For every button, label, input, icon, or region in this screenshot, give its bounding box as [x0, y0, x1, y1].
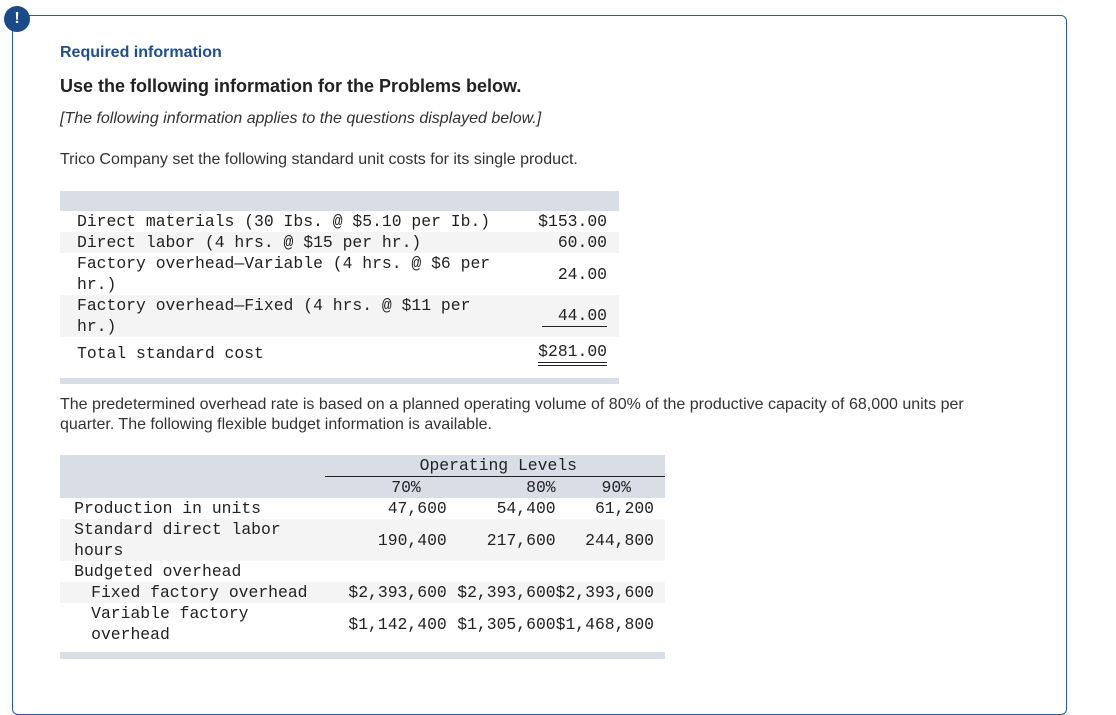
table-row — [60, 211, 619, 232]
level-header: 80% — [526, 478, 556, 497]
cell: $1,142,400 — [348, 614, 447, 634]
note: [The following information applies to the questions displayed below.] — [60, 110, 542, 127]
cell: $1,468,800 — [555, 614, 654, 634]
row-label: Direct materials (30 Ibs. @ $5.10 per Ib.) — [77, 212, 491, 231]
table-row — [60, 603, 665, 645]
row-label: Budgeted overhead — [74, 562, 242, 581]
row-label: Direct labor (4 hrs. @ $15 per hr.) — [77, 233, 422, 252]
required-info-title: Required information — [60, 44, 222, 61]
alert-icon: ! — [4, 6, 30, 32]
row-amount: $153.00 — [538, 212, 607, 231]
row-label: Total standard cost — [77, 343, 264, 363]
cell: 54,400 — [496, 499, 556, 518]
row-label: Variable factory overhead — [91, 604, 249, 644]
cell: $2,393,600 — [555, 583, 654, 602]
table-row — [60, 232, 619, 253]
cell: $1,305,600 — [457, 614, 556, 634]
table-row — [60, 253, 619, 295]
row-label: Factory overhead—Fixed (4 hrs. @ $11 per hr.) — [77, 296, 471, 336]
cell: 47,600 — [387, 499, 447, 518]
table-row — [60, 519, 665, 561]
row-label: Factory overhead—Variable (4 hrs. @ $6 per hr.) — [77, 254, 491, 294]
cell: 217,600 — [486, 530, 556, 550]
total-amount: $281.00 — [538, 341, 607, 366]
paragraph: The predetermined overhead rate is based on a planned operating volume of 80% of the productive capacity of 68,000 units per quarter. The following flexible budget information is available. — [60, 396, 964, 433]
level-header: 70% — [325, 477, 446, 499]
table-row — [60, 498, 665, 519]
cell: $2,393,600 — [348, 583, 447, 602]
row-label: Standard direct labor hours — [74, 520, 281, 560]
table-row — [60, 582, 665, 603]
cell: 61,200 — [594, 499, 654, 518]
row-amount: 60.00 — [557, 233, 607, 252]
cell: 244,800 — [585, 530, 654, 550]
flexible-budget-table — [60, 455, 665, 659]
row-amount: 24.00 — [557, 264, 607, 284]
operating-levels-header: Operating Levels — [325, 455, 665, 477]
level-header: 90% — [556, 477, 665, 499]
cell: $2,393,600 — [457, 583, 556, 602]
row-label: Production in units — [74, 499, 261, 518]
table-row — [60, 337, 619, 369]
heading: Use the following information for the Problems below. — [60, 76, 522, 96]
intro-text: Trico Company set the following standard unit costs for its single product. — [60, 151, 578, 168]
row-amount: 44.00 — [542, 305, 607, 327]
row-label: Fixed factory overhead — [91, 583, 308, 602]
table-row — [60, 561, 665, 582]
table-row — [60, 295, 619, 337]
cell: 190,400 — [377, 530, 447, 550]
standard-cost-table — [60, 191, 619, 384]
